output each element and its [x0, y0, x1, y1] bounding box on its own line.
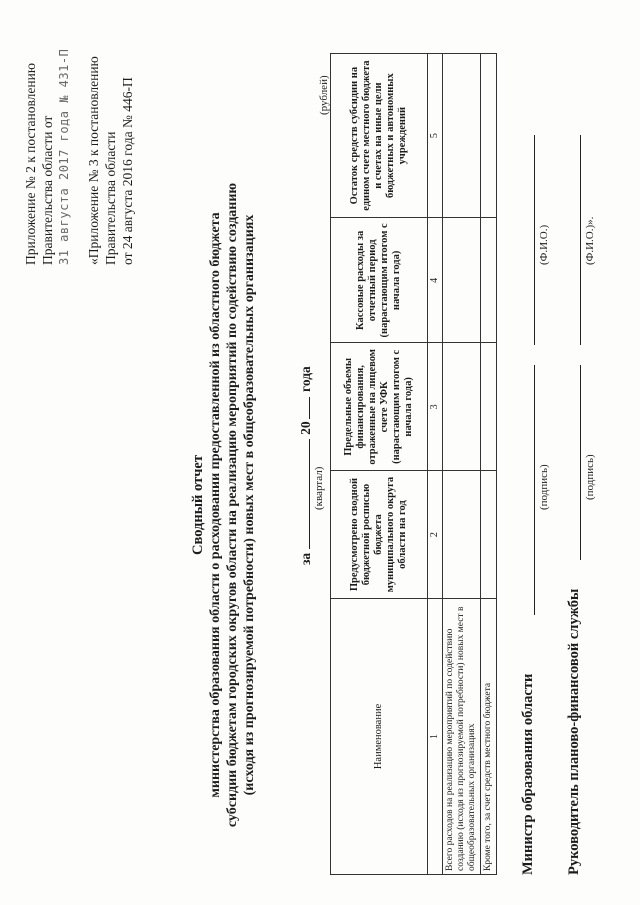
header-cell: Предусмотрено сводной бюджетной росписью бюджета муниципального округа области на год	[331, 471, 428, 599]
table-number-row	[428, 54, 443, 875]
column-number: 5	[428, 54, 443, 218]
minister-signature-line	[534, 365, 535, 615]
row-label: Всего расходов на реализацию мероприятий по содействию созданию (исходя из прогнозируемой потребности) новых мест в общеобразовательных организациях	[443, 598, 481, 874]
signature-caption: (подпись)	[584, 454, 596, 500]
minister-title: Министр образования области	[520, 673, 536, 875]
table-cell	[481, 343, 497, 471]
period-year-prefix: 20	[298, 421, 313, 435]
minister-name-line	[534, 135, 535, 345]
column-number: 4	[428, 218, 443, 343]
name-caption: (Ф.И.О.)	[538, 224, 550, 265]
report-title	[190, 145, 258, 865]
appendix-block	[22, 35, 136, 265]
header-cell: Остаток средств субсидии на едином счете местного бюджета и счетах на иные цели бюджетных и автономных учреждений	[331, 54, 428, 218]
period-blank	[309, 439, 310, 549]
units-label: (рублей)	[318, 75, 330, 115]
table-cell	[481, 54, 497, 218]
table-header-row	[331, 54, 428, 875]
report-period	[298, 366, 314, 565]
table-cell	[443, 218, 481, 343]
header-cell: Кассовые расходы за отчетный период (нарастающим итогом с начала года)	[331, 218, 428, 343]
period-caption: (квартал)	[313, 466, 325, 510]
column-number: 2	[428, 471, 443, 599]
table-cell	[443, 471, 481, 599]
head-signature-line	[580, 365, 581, 560]
row-label: Кроме того, за счет средств местного бюджета	[481, 598, 497, 874]
appendix-line: Приложение № 2 к постановлению	[23, 63, 38, 265]
title-line: Сводный отчет	[190, 455, 206, 555]
appendix-line: от 24 августа 2016 года № 446-П	[120, 77, 135, 265]
appendix-line: Правительства области от	[40, 115, 55, 265]
table-cell	[443, 54, 481, 218]
title-line: министерства образования области о расходовании предоставленной из областного бюджета	[208, 212, 223, 798]
head-name-line	[580, 135, 581, 345]
period-year-blank	[309, 397, 310, 419]
title-line: субсидии бюджетам городских округов области на реализацию мероприятий по содействию созданию	[225, 182, 240, 828]
period-suffix: года	[298, 366, 313, 392]
table-row	[481, 54, 497, 875]
column-number: 1	[428, 598, 443, 874]
finance-head-title: Руководитель планово-финансовой службы	[566, 588, 582, 875]
appendix-line: Правительства области	[103, 131, 118, 265]
table-row	[443, 54, 481, 875]
header-cell: Предельные объемы финансирования, отраженные на лицевом счете УФК (нарастающим итогом с начала года)	[331, 343, 428, 471]
signature-caption: (подпись)	[538, 464, 550, 510]
table-cell	[481, 218, 497, 343]
title-line: (исходя из прогнозируемой потребности) новых мест в общеобразовательных организациях	[242, 214, 257, 796]
period-prefix: за	[298, 552, 313, 565]
appendix-date-line: 31 августа 2017 года № 431-П	[57, 48, 71, 265]
column-number: 3	[428, 343, 443, 471]
table-cell	[481, 471, 497, 599]
appendix-line: «Приложение № 3 к постановлению	[86, 56, 101, 265]
header-cell: Наименование	[331, 598, 428, 874]
report-table	[330, 53, 497, 875]
table-cell	[443, 343, 481, 471]
name-caption: (Ф.И.О.)».	[584, 216, 596, 265]
